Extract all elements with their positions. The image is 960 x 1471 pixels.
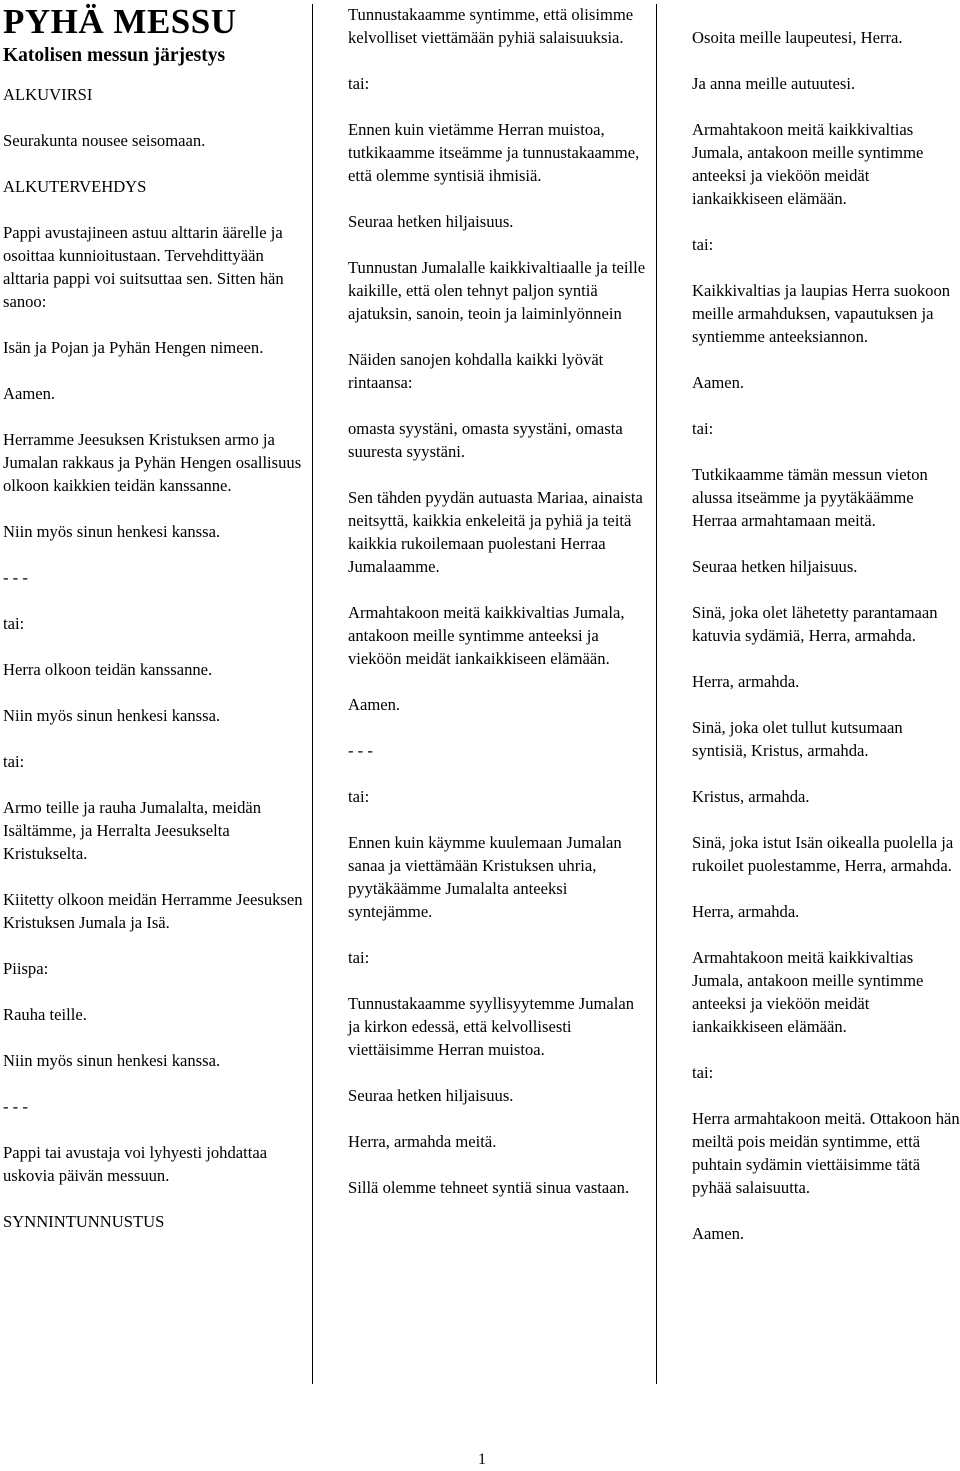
paragraph: Herra, armahda meitä.	[348, 1132, 497, 1151]
paragraph: tai:	[692, 1063, 714, 1082]
paragraph: Rauha teille.	[3, 1005, 87, 1024]
column-divider-2	[656, 4, 657, 1384]
paragraph: Tunnustakaamme syntimme, että olisimme kelvolliset viettämään pyhiä salaisuuksia.	[348, 5, 634, 47]
paragraph: Herra, armahda.	[692, 672, 800, 691]
paragraph: Armahtakoon meitä kaikkivaltias Jumala, antakoon meille syntimme anteeksi ja vieköön meidät iankaikkiseen elämään.	[348, 603, 625, 668]
paragraph: tai:	[348, 787, 370, 806]
paragraph: Armo teille ja rauha Jumalalta, meidän Isältämme, ja Herralta Jeesukselta Kristukselta.	[3, 798, 262, 863]
paragraph: Niin myös sinun henkesi kanssa.	[3, 1051, 221, 1070]
paragraph: Seuraa hetken hiljaisuus.	[692, 557, 858, 576]
paragraph: Osoita meille laupeutesi, Herra.	[692, 28, 903, 47]
paragraph: Pappi tai avustaja voi lyhyesti johdattaa uskovia päivän messuun.	[3, 1143, 268, 1185]
paragraph: tai:	[692, 235, 714, 254]
paragraph: Pappi avustajineen astuu alttarin äärelle ja osoittaa kunnioitustaan. Tervehdittyään alttaria pappi voi suitsuttaa sen. Sitten hän sanoo:	[3, 223, 284, 311]
paragraph: Seurakunta nousee seisomaan.	[3, 131, 206, 150]
paragraph: Sillä olemme tehneet syntiä sinua vastaan.	[348, 1178, 630, 1197]
paragraph: Aamen.	[692, 1224, 745, 1243]
paragraph: omasta syystäni, omasta syystäni, omasta suuresta syystäni.	[348, 419, 623, 461]
paragraph: tai:	[3, 752, 25, 771]
paragraph: ALKUTERVEHDYS	[3, 177, 147, 196]
paragraph: Sinä, joka istut Isän oikealla puolella ja rukoilet puolestamme, Herra, armahda.	[692, 833, 954, 875]
paragraph: Piispa:	[3, 959, 49, 978]
paragraph: Niin myös sinun henkesi kanssa.	[3, 706, 221, 725]
paragraph: Herra armahtakoon meitä. Ottakoon hän meiltä pois meidän syntimme, että puhtain sydämin viettäisimme tätä pyhää salaisuutta.	[692, 1109, 960, 1197]
paragraph: tai:	[348, 74, 370, 93]
column-3-body	[692, 26, 960, 1245]
paragraph: Aamen.	[348, 695, 401, 714]
column-1	[3, 0, 306, 1233]
paragraph: Kiitetty olkoon meidän Herramme Jeesuksen Kristuksen Jumala ja Isä.	[3, 890, 303, 932]
paragraph: - - -	[3, 568, 28, 587]
paragraph: Kaikkivaltias ja laupias Herra suokoon meille armahduksen, vapautuksen ja syntiemme anteeksiannon.	[692, 281, 951, 346]
paragraph: SYNNINTUNNUSTUS	[3, 1212, 165, 1231]
paragraph: Armahtakoon meitä kaikkivaltias Jumala, antakoon meille syntimme anteeksi ja vieköön meidät iankaikkiseen elämään.	[692, 948, 924, 1036]
paragraph: ALKUVIRSI	[3, 85, 93, 104]
paragraph: Näiden sanojen kohdalla kaikki lyövät rintaansa:	[348, 350, 604, 392]
paragraph: Seuraa hetken hiljaisuus.	[348, 1086, 514, 1105]
paragraph: Tunnustan Jumalalle kaikkivaltiaalle ja teille kaikille, että olen tehnyt paljon syntiä ajatuksin, sanoin, teoin ja laiminlyönnein	[348, 258, 646, 323]
paragraph: Tunnustakaamme syyllisyytemme Jumalan ja kirkon edessä, että kelvollisesti viettäisimme Herran muistoa.	[348, 994, 635, 1059]
paragraph: Kristus, armahda.	[692, 787, 810, 806]
paragraph: Ennen kuin vietämme Herran muistoa, tutkikaamme itseämme ja tunnustakaamme, että olemme syntisiä ihmisiä.	[348, 120, 640, 185]
paragraph: Sinä, joka olet lähetetty parantamaan katuvia sydämiä, Herra, armahda.	[692, 603, 938, 645]
paragraph: tai:	[692, 419, 714, 438]
column-3	[692, 26, 960, 1245]
paragraph: Aamen.	[3, 384, 56, 403]
paragraph: Ja anna meille autuutesi.	[692, 74, 856, 93]
paragraph: - - -	[348, 741, 373, 760]
paragraph: Herra olkoon teidän kanssanne.	[3, 660, 213, 679]
column-2-body	[348, 3, 648, 1199]
paragraph: Herramme Jeesuksen Kristuksen armo ja Jumalan rakkaus ja Pyhän Hengen osallisuus olkoon kaikkien teidän kanssanne.	[3, 430, 302, 495]
paragraph: Armahtakoon meitä kaikkivaltias Jumala, antakoon meille syntimme anteeksi ja vieköön meidät iankaikkiseen elämään.	[692, 120, 924, 208]
paragraph: Sinä, joka olet tullut kutsumaan syntisiä, Kristus, armahda.	[692, 718, 903, 760]
column-1-body	[3, 83, 306, 1233]
paragraph: Seuraa hetken hiljaisuus.	[348, 212, 514, 231]
paragraph: tai:	[348, 948, 370, 967]
paragraph: Aamen.	[692, 373, 745, 392]
paragraph: Tutkikaamme tämän messun vieton alussa itseämme ja pyytäkäämme Herraa armahtamaan meitä.	[692, 465, 928, 530]
paragraph: Isän ja Pojan ja Pyhän Hengen nimeen.	[3, 338, 264, 357]
column-divider-1	[312, 4, 313, 1384]
paragraph: tai:	[3, 614, 25, 633]
page-number: 1	[478, 1451, 486, 1468]
page-subtitle: Katolisen messun järjestys	[3, 45, 226, 66]
column-2	[348, 3, 648, 1199]
paragraph: - - -	[3, 1097, 28, 1116]
paragraph: Herra, armahda.	[692, 902, 800, 921]
page-title: PYHÄ MESSU	[3, 2, 237, 41]
paragraph: Sen tähden pyydän autuasta Mariaa, ainaista neitsyttä, kaikkia enkeleitä ja pyhiä ja teitä kaikkia rukoilemaan puolestani Herraa Jumalaamme.	[348, 488, 643, 576]
paragraph: Ennen kuin käymme kuulemaan Jumalan sanaa ja viettämään Kristuksen uhria, pyytäkäämme Jumalalta anteeksi syntejämme.	[348, 833, 622, 921]
paragraph: Niin myös sinun henkesi kanssa.	[3, 522, 221, 541]
